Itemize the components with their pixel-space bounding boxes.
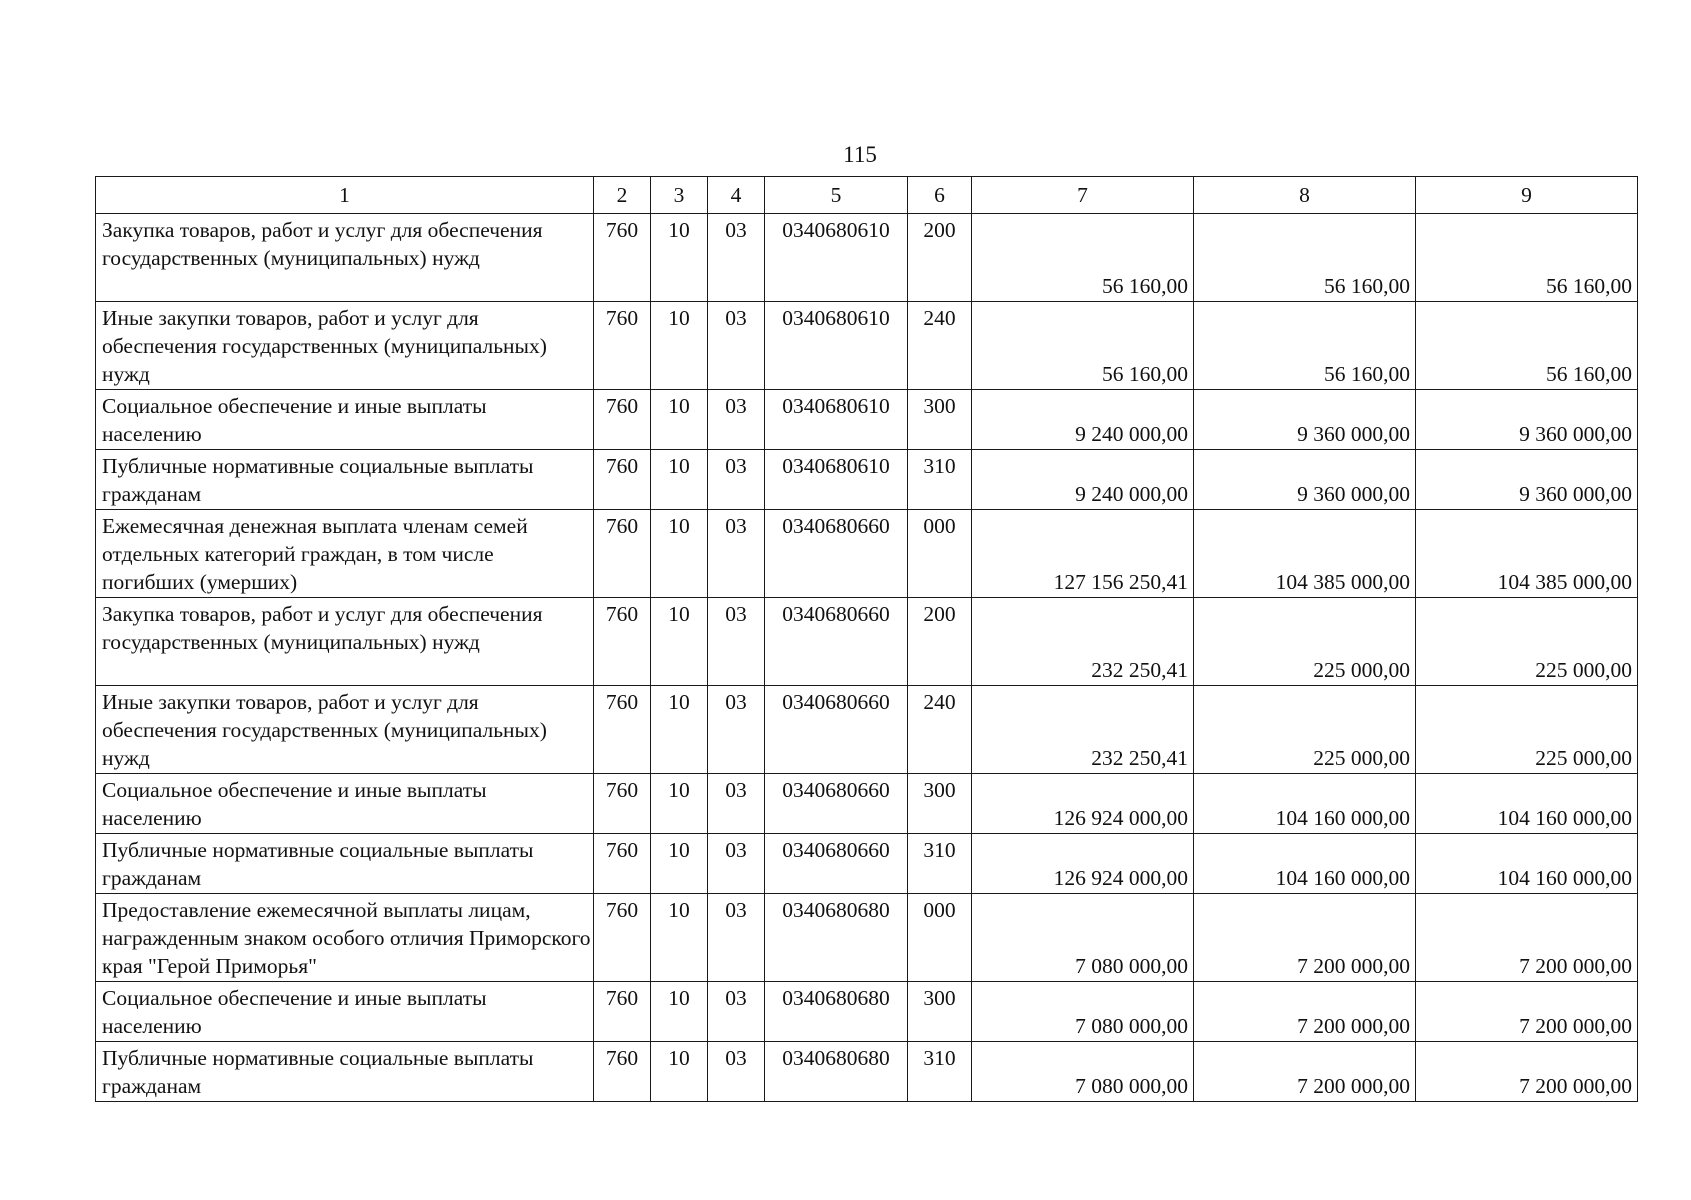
cell-amount-8: 9 360 000,00: [1194, 450, 1416, 510]
table-row: [96, 894, 1638, 982]
cell-amount-9: 9 360 000,00: [1416, 450, 1638, 510]
cell-amount-7: 126 924 000,00: [972, 774, 1194, 834]
cell-subsection: 03: [708, 598, 765, 686]
table-row: [96, 450, 1638, 510]
cell-amount-7: 56 160,00: [972, 302, 1194, 390]
cell-amount-8: 7 200 000,00: [1194, 894, 1416, 982]
cell-section: 10: [651, 1042, 708, 1102]
row-name: Иные закупки товаров, работ и услуг для обеспечения государственных (муниципальных) нужд: [96, 302, 594, 390]
cell-target-article: 0340680660: [765, 598, 908, 686]
table-row: [96, 598, 1638, 686]
cell-ministry: 760: [594, 982, 651, 1042]
cell-section: 10: [651, 834, 708, 894]
cell-amount-8: 56 160,00: [1194, 302, 1416, 390]
column-header: 8: [1194, 177, 1416, 214]
row-name: Социальное обеспечение и иные выплаты населению: [96, 390, 594, 450]
cell-amount-9: 7 200 000,00: [1416, 894, 1638, 982]
row-name: Иные закупки товаров, работ и услуг для обеспечения государственных (муниципальных) нужд: [96, 686, 594, 774]
cell-amount-9: 225 000,00: [1416, 598, 1638, 686]
cell-amount-7: 7 080 000,00: [972, 982, 1194, 1042]
cell-target-article: 0340680660: [765, 510, 908, 598]
table-row: [96, 214, 1638, 302]
cell-amount-8: 104 160 000,00: [1194, 774, 1416, 834]
cell-section: 10: [651, 390, 708, 450]
table-row: [96, 774, 1638, 834]
cell-expense-type: 310: [908, 834, 972, 894]
cell-amount-8: 225 000,00: [1194, 686, 1416, 774]
cell-subsection: 03: [708, 982, 765, 1042]
row-name: Публичные нормативные социальные выплаты гражданам: [96, 450, 594, 510]
column-header: 4: [708, 177, 765, 214]
cell-section: 10: [651, 982, 708, 1042]
cell-subsection: 03: [708, 686, 765, 774]
table-row: [96, 686, 1638, 774]
cell-section: 10: [651, 686, 708, 774]
cell-ministry: 760: [594, 598, 651, 686]
cell-amount-7: 232 250,41: [972, 686, 1194, 774]
cell-target-article: 0340680610: [765, 450, 908, 510]
cell-target-article: 0340680610: [765, 390, 908, 450]
cell-expense-type: 000: [908, 894, 972, 982]
column-header: 2: [594, 177, 651, 214]
cell-target-article: 0340680660: [765, 686, 908, 774]
cell-amount-7: 126 924 000,00: [972, 834, 1194, 894]
cell-target-article: 0340680660: [765, 774, 908, 834]
cell-ministry: 760: [594, 1042, 651, 1102]
row-name: Публичные нормативные социальные выплаты гражданам: [96, 834, 594, 894]
cell-amount-8: 9 360 000,00: [1194, 390, 1416, 450]
cell-ministry: 760: [594, 302, 651, 390]
cell-expense-type: 300: [908, 774, 972, 834]
column-header: 1: [96, 177, 594, 214]
cell-subsection: 03: [708, 510, 765, 598]
cell-ministry: 760: [594, 450, 651, 510]
cell-amount-9: 7 200 000,00: [1416, 982, 1638, 1042]
cell-amount-7: 127 156 250,41: [972, 510, 1194, 598]
cell-ministry: 760: [594, 390, 651, 450]
row-name: Социальное обеспечение и иные выплаты населению: [96, 982, 594, 1042]
cell-section: 10: [651, 302, 708, 390]
cell-subsection: 03: [708, 774, 765, 834]
cell-amount-7: 9 240 000,00: [972, 390, 1194, 450]
row-name: Закупка товаров, работ и услуг для обеспечения государственных (муниципальных) нужд: [96, 598, 594, 686]
column-header: 3: [651, 177, 708, 214]
cell-subsection: 03: [708, 834, 765, 894]
cell-expense-type: 200: [908, 598, 972, 686]
column-header: 9: [1416, 177, 1638, 214]
cell-subsection: 03: [708, 450, 765, 510]
cell-expense-type: 000: [908, 510, 972, 598]
cell-expense-type: 240: [908, 302, 972, 390]
row-name: Публичные нормативные социальные выплаты гражданам: [96, 1042, 594, 1102]
cell-expense-type: 310: [908, 450, 972, 510]
cell-amount-8: 56 160,00: [1194, 214, 1416, 302]
cell-section: 10: [651, 894, 708, 982]
cell-target-article: 0340680680: [765, 1042, 908, 1102]
cell-section: 10: [651, 450, 708, 510]
cell-ministry: 760: [594, 214, 651, 302]
cell-amount-9: 56 160,00: [1416, 302, 1638, 390]
cell-section: 10: [651, 774, 708, 834]
cell-target-article: 0340680680: [765, 894, 908, 982]
cell-ministry: 760: [594, 686, 651, 774]
table-row: [96, 834, 1638, 894]
row-name: Социальное обеспечение и иные выплаты населению: [96, 774, 594, 834]
cell-amount-9: 7 200 000,00: [1416, 1042, 1638, 1102]
cell-ministry: 760: [594, 894, 651, 982]
table-row: [96, 390, 1638, 450]
cell-expense-type: 200: [908, 214, 972, 302]
cell-ministry: 760: [594, 774, 651, 834]
budget-table: [95, 176, 1638, 1102]
header-row: [96, 177, 1638, 214]
cell-amount-8: 104 385 000,00: [1194, 510, 1416, 598]
cell-section: 10: [651, 598, 708, 686]
cell-amount-8: 225 000,00: [1194, 598, 1416, 686]
cell-amount-9: 225 000,00: [1416, 686, 1638, 774]
cell-subsection: 03: [708, 1042, 765, 1102]
cell-amount-9: 104 385 000,00: [1416, 510, 1638, 598]
cell-section: 10: [651, 510, 708, 598]
cell-ministry: 760: [594, 834, 651, 894]
cell-expense-type: 310: [908, 1042, 972, 1102]
cell-expense-type: 240: [908, 686, 972, 774]
table-row: [96, 510, 1638, 598]
cell-section: 10: [651, 214, 708, 302]
cell-subsection: 03: [708, 302, 765, 390]
cell-target-article: 0340680680: [765, 982, 908, 1042]
table-row: [96, 982, 1638, 1042]
cell-expense-type: 300: [908, 982, 972, 1042]
cell-expense-type: 300: [908, 390, 972, 450]
column-header: 6: [908, 177, 972, 214]
cell-amount-8: 7 200 000,00: [1194, 1042, 1416, 1102]
cell-subsection: 03: [708, 894, 765, 982]
row-name: Закупка товаров, работ и услуг для обеспечения государственных (муниципальных) нужд: [96, 214, 594, 302]
cell-amount-9: 104 160 000,00: [1416, 834, 1638, 894]
cell-amount-7: 7 080 000,00: [972, 894, 1194, 982]
cell-amount-7: 7 080 000,00: [972, 1042, 1194, 1102]
table-row: [96, 302, 1638, 390]
cell-amount-7: 9 240 000,00: [972, 450, 1194, 510]
cell-target-article: 0340680610: [765, 302, 908, 390]
table-row: [96, 1042, 1638, 1102]
cell-subsection: 03: [708, 390, 765, 450]
cell-amount-7: 232 250,41: [972, 598, 1194, 686]
cell-ministry: 760: [594, 510, 651, 598]
cell-subsection: 03: [708, 214, 765, 302]
cell-amount-9: 56 160,00: [1416, 214, 1638, 302]
row-name: Ежемесячная денежная выплата членам семей отдельных категорий граждан, в том числе погибших (умерших): [96, 510, 594, 598]
cell-amount-9: 9 360 000,00: [1416, 390, 1638, 450]
cell-amount-7: 56 160,00: [972, 214, 1194, 302]
column-header: 5: [765, 177, 908, 214]
cell-target-article: 0340680610: [765, 214, 908, 302]
cell-amount-9: 104 160 000,00: [1416, 774, 1638, 834]
page-number: 115: [843, 142, 877, 167]
cell-amount-8: 104 160 000,00: [1194, 834, 1416, 894]
cell-target-article: 0340680660: [765, 834, 908, 894]
row-name: Предоставление ежемесячной выплаты лицам, награжденным знаком особого отличия Приморского края "Герой Приморья": [96, 894, 594, 982]
cell-amount-8: 7 200 000,00: [1194, 982, 1416, 1042]
column-header: 7: [972, 177, 1194, 214]
